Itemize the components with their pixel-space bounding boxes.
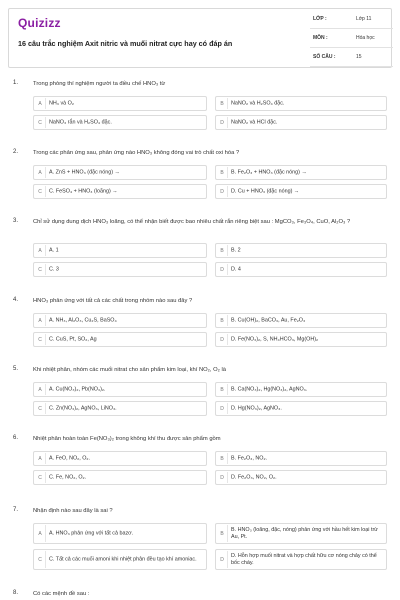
question-text: Khi nhiệt phân, nhóm các muối nitrat cho sản phẩm kim loại, khí NO₂, O₂ là [33,367,226,373]
option-text: D. Fe₂O₃, NO₂, O₂. [231,474,277,480]
option-letter: B [217,384,228,395]
option-letter: A [35,453,46,464]
answer-option-d[interactable] [215,184,387,199]
option-text: B. 2 [231,247,241,253]
question-number: 3. [13,218,19,224]
meta-row-grade [310,11,393,29]
answer-option-a[interactable] [33,382,207,397]
answer-option-a[interactable] [33,313,207,328]
answer-option-b[interactable] [215,451,387,466]
answer-option-a[interactable] [33,451,207,466]
answer-option-d[interactable] [215,262,387,277]
option-letter: B [217,167,228,178]
option-text: C. FeSO₄ + HNO₃ (loãng) → [49,188,118,194]
option-text: A. FeO, NO₂, O₂. [49,455,91,461]
answer-option-b[interactable] [215,382,387,397]
option-letter: A [35,384,46,395]
meta-row-subject [310,30,393,48]
meta-value: 15 [356,54,362,60]
question-number: 5. [13,366,19,372]
answer-option-c[interactable] [33,401,207,416]
worksheet-meta [306,9,393,67]
meta-value: Lớp 11 [356,16,372,22]
option-letter: C [35,551,46,568]
answer-option-c[interactable] [33,262,207,277]
option-text: NH₃ và O₂ [49,100,74,106]
option-text: B. Ca(NO₃)₂, Hg(NO₃)₂, AgNO₃. [231,386,308,392]
option-text: D. Cu + HNO₃ (đặc nóng) → [231,188,300,194]
answer-option-b[interactable] [215,96,387,111]
option-letter: A [35,315,46,326]
option-text: D. Hg(NO₃)₂, AgNO₃. [231,405,282,411]
option-letter: C [35,472,46,483]
answer-option-c[interactable] [33,332,207,347]
quizizz-logo: Quizizz [18,16,61,30]
option-text: D. 4 [231,266,241,272]
answer-option-d[interactable] [215,401,387,416]
question-text: Trong phòng thí nghiệm người ta điều chế HNO₃ từ [33,81,166,87]
worksheet-header [8,8,392,68]
option-letter: B [217,245,228,256]
option-letter: B [217,315,228,326]
option-letter: A [35,525,46,542]
option-text: D. Hỗn hợp muối nitrat và hợp chất hữu cơ nóng chảy có thể bốc cháy. [231,552,377,566]
option-letter: C [35,186,46,197]
answer-option-b[interactable] [215,243,387,258]
option-letter: B [217,98,228,109]
question-text: Chỉ sử dụng dung dịch HNO₃ loãng, có thể nhận biết được bao nhiêu chất rắn riêng biệt sau : MgCO₃, Fe₃O₄, CuO, Al₂O₃ ? [33,219,351,225]
meta-label: MÔN : [313,35,328,41]
option-text: NaNO₃ rắn và H₂SO₄ đặc. [49,119,112,125]
option-letter: D [217,117,228,128]
option-text: NaNO₂ và H₂SO₄ đặc. [231,100,285,106]
meta-label: LỚP : [313,16,327,22]
option-letter: C [35,117,46,128]
answer-option-c[interactable] [33,184,207,199]
meta-value: Hóa học [356,35,375,41]
answer-option-c[interactable] [33,115,207,130]
option-text: C. Tất cả các muối amoni khi nhiệt phân đều tạo khí amoniac. [49,556,197,562]
question-number: 8. [13,590,19,596]
answer-option-a[interactable] [33,165,207,180]
question-text: Trong các phản ứng sau, phản ứng nào HNO₃ không đóng vai trò chất oxi hóa ? [33,150,240,156]
option-text: NaNO₂ và HCl đặc. [231,119,278,125]
option-letter: C [35,264,46,275]
option-letter: D [217,334,228,345]
option-letter: C [35,334,46,345]
question-text: Nhiệt phân hoàn toàn Fe(NO₃)₂ trong không khí thu được sản phẩm gồm [33,436,221,442]
option-letter: B [217,525,228,542]
question-number: 4. [13,297,19,303]
option-text: C. Fe, NO₂, O₂. [49,474,87,480]
meta-divider [310,28,393,29]
meta-label: SỐ CÂU : [313,54,336,60]
option-text: C. Zn(NO₃)₂, AgNO₃, LiNO₃. [49,405,117,411]
option-text: B. Fe₂O₃ + HNO₃ (đặc nóng) → [231,169,307,175]
option-text: A. Cu(NO₃)₂, Pb(NO₃)₂. [49,386,106,392]
option-text: A. 1 [49,247,59,253]
option-letter: D [217,472,228,483]
answer-option-a[interactable] [33,523,207,544]
option-letter: C [35,403,46,414]
question-text: HNO₃ phản ứng với tất cả các chất trong nhóm nào sau đây ? [33,298,193,304]
answer-option-d[interactable] [215,332,387,347]
answer-option-b[interactable] [215,165,387,180]
option-text: D. Fe(NO₃)₂, S, NH₄HCO₃, Mg(OH)₂ [231,336,319,342]
question-text: Có các mệnh đề sau : [33,591,90,597]
option-text: A. ZnS + HNO₃ (đặc nóng) → [49,169,120,175]
meta-divider [310,47,393,48]
option-letter: D [217,551,228,568]
option-letter: D [217,186,228,197]
option-text: C. CuS, Pt, SO₂, Ag [49,336,97,342]
option-text: A. NH₃, Al₂O₃, Cu₂S, BaSO₄ [49,317,117,323]
question-number: 1. [13,80,19,86]
option-letter: A [35,245,46,256]
answer-option-d[interactable] [215,115,387,130]
option-text: C. 3 [49,266,59,272]
question-number: 7. [13,507,19,513]
option-letter: D [217,403,228,414]
worksheet-title: 16 câu trắc nghiệm Axit nitric và muối nitrat cực hay có đáp án [18,39,233,48]
answer-option-c[interactable] [33,549,207,570]
answer-option-d[interactable] [215,470,387,485]
question-number: 2. [13,149,19,155]
question-number: 6. [13,435,19,441]
answer-option-b[interactable] [215,523,387,544]
option-letter: D [217,264,228,275]
meta-divider [310,66,393,67]
option-text: B. Cu(OH)₂, BaCO₃, Au, Fe₂O₃ [231,317,306,323]
answer-option-a[interactable] [33,243,207,258]
answer-option-a[interactable] [33,96,207,111]
meta-row-count [310,49,393,67]
answer-option-b[interactable] [215,313,387,328]
option-letter: A [35,98,46,109]
option-text: B. Fe₂O₃, NO₂. [231,455,268,461]
option-letter: A [35,167,46,178]
answer-option-c[interactable] [33,470,207,485]
question-text: Nhận định nào sau đây là sai ? [33,508,113,514]
answer-option-d[interactable] [215,549,387,570]
option-text: B. HNO₃ (loãng, đặc, nóng) phản ứng với hầu hết kim loại trừ Au, Pt. [231,526,378,540]
option-letter: B [217,453,228,464]
option-text: A. HNO₃ phản ứng với tất cả bazơ. [49,530,134,536]
